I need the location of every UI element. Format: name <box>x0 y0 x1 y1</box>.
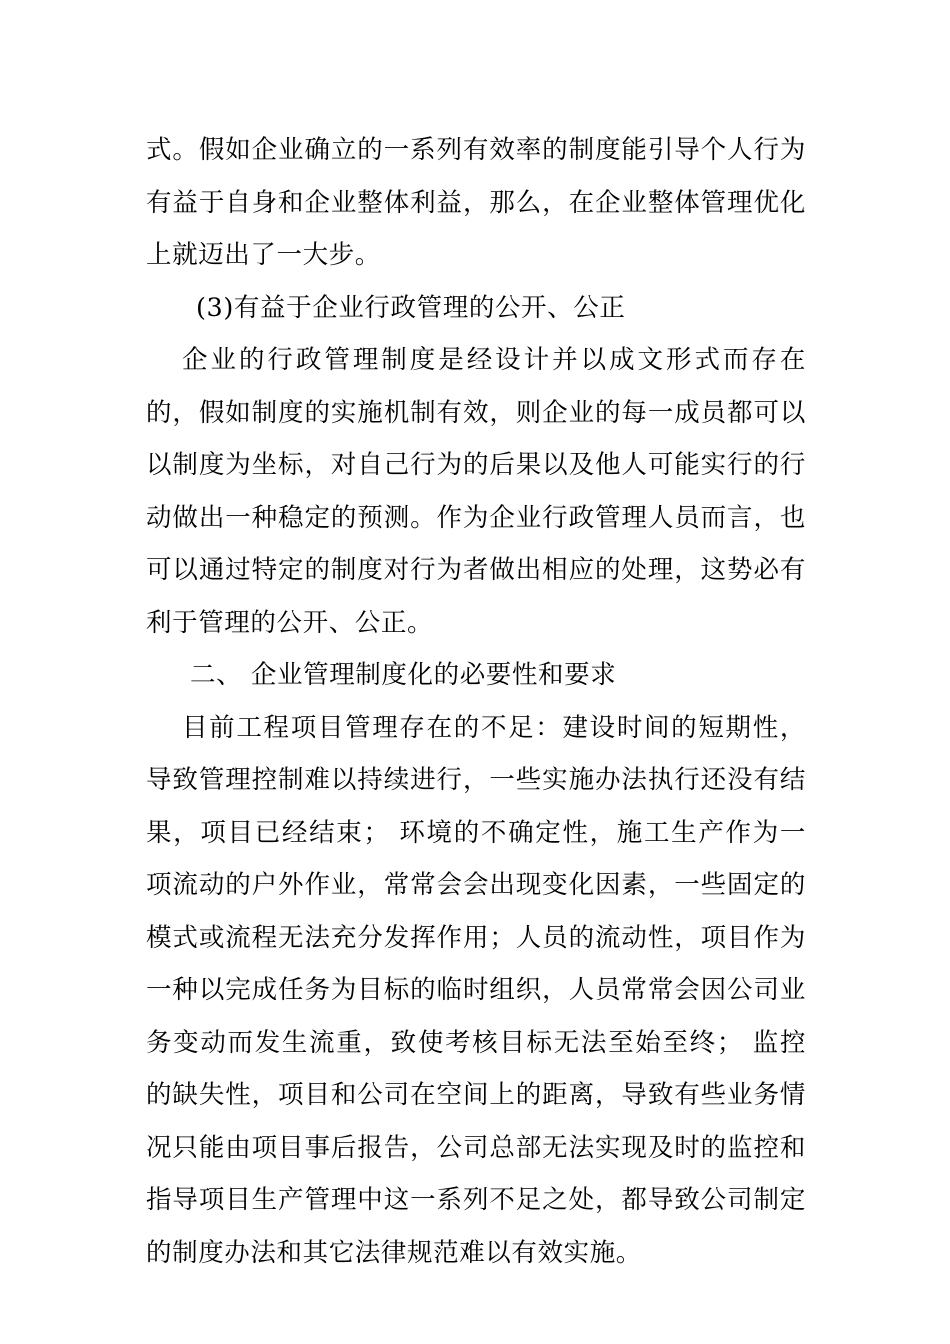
paragraph-admin-system: 企业的行政管理制度是经设计并以成文形式而存在的，假如制度的实施机制有效，则企业的每一成员都可以以制度为坐标，对自己行为的后果以及他人可能实行的行动做出一种稳定的预测。作为企业行政管理人员而言，也可以通过特定的制度对行为者做出相应的处理，这势必有利于管理的公开、公正。 <box>146 345 806 638</box>
document-body <box>146 124 806 1279</box>
section-heading-2: 二、 企业管理制度化的必要性和要求 <box>190 660 617 690</box>
paragraph-project-deficiencies: 目前工程项目管理存在的不足：建设时间的短期性，导致管理控制难以持续进行，一些实施办法执行还没有结果，项目已经结束； 环境的不确定性，施工生产作为一项流动的户外作业，常常会会出现变化因素，一些固定的模式或流程无法充分发挥作用；人员的流动性，项目作为一种以完成任务为目标的临时组织，人员常常会因公司业务变动而发生流重，致使考核目标无法至始至终； 监控的缺失性，项目和公司在空间上的距离，导致有些业务情况只能由项目事后报告，公司总部无法实现及时的监控和指导项目生产管理中这一系列不足之处，都导致公司制定的制度办法和其它法律规范难以有效实施。 <box>146 712 806 1268</box>
section-heading-3: (3)有益于企业行政管理的公开、公正 <box>196 292 626 323</box>
paragraph-continuation: 式。假如企业确立的一系列有效率的制度能引导个人行为有益于自身和企业整体利益，那么，在企业整体管理优化上就迈出了一大步。 <box>146 135 806 270</box>
